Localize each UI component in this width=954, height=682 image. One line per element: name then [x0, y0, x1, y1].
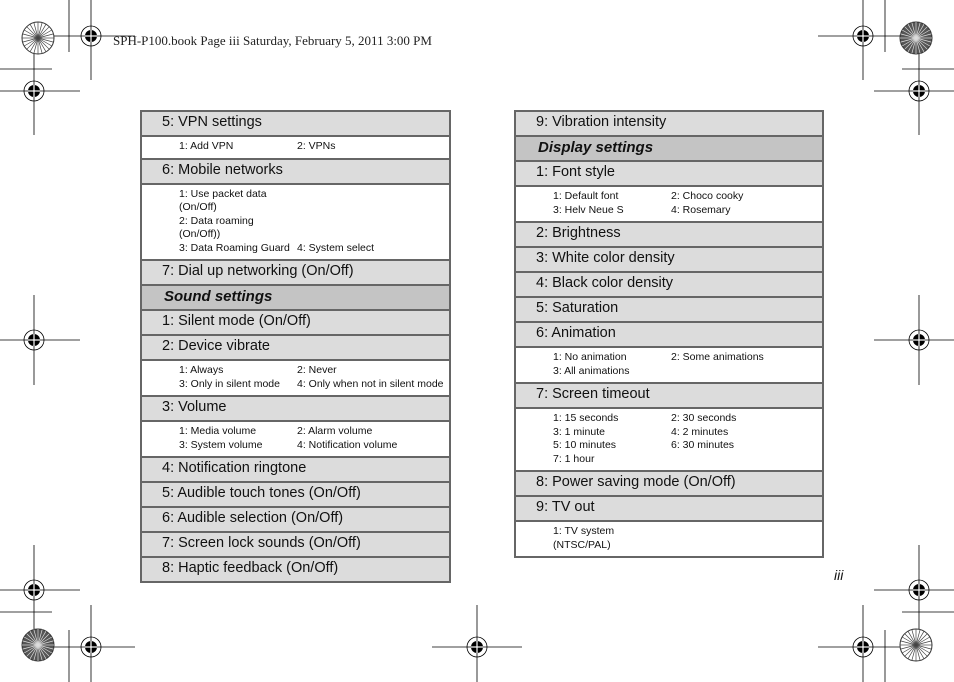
menu-item-title: 6: Mobile networks: [142, 160, 449, 185]
menu-item-title: 5: Audible touch tones (On/Off): [142, 483, 449, 508]
menu-item-title: 6: Audible selection (On/Off): [142, 508, 449, 533]
submenu-option: 3: Helv Neue S: [553, 203, 624, 216]
submenu-option: 1: TV system (NTSC/PAL): [553, 525, 615, 551]
submenu-option: 3: System volume: [179, 438, 263, 451]
submenu-option: 4: System select: [297, 241, 375, 254]
submenu-options: [516, 187, 822, 223]
menu-item-title: 4: Notification ringtone: [142, 458, 449, 483]
submenu-option: 5: 10 minutes: [553, 439, 617, 451]
submenu-option: 1: Default font: [553, 190, 619, 202]
settings-table-left: [140, 110, 451, 583]
submenu-options: [142, 422, 449, 458]
menu-item-title: 5: Saturation: [516, 298, 822, 323]
menu-item-title: 9: TV out: [516, 497, 822, 522]
submenu-option: 2: VPNs: [297, 140, 336, 152]
submenu-option: [297, 215, 449, 242]
settings-table-right: [514, 110, 824, 558]
submenu-options: [516, 409, 822, 472]
submenu-option: 4: Notification volume: [297, 438, 398, 451]
submenu-option: [297, 188, 449, 215]
submenu-option: 2: Alarm volume: [297, 425, 373, 437]
menu-item-title: 8: Power saving mode (On/Off): [516, 472, 822, 497]
submenu-option: 1: 15 seconds: [553, 412, 619, 424]
submenu-option: [671, 453, 822, 467]
submenu-options: [142, 137, 449, 160]
submenu-option: 2: 30 seconds: [671, 412, 737, 424]
submenu-option: 7: 1 hour: [553, 452, 595, 465]
menu-item-title: 5: VPN settings: [142, 112, 449, 137]
submenu-option: [671, 525, 822, 552]
menu-item-title: 6: Animation: [516, 323, 822, 348]
menu-item-title: 7: Screen timeout: [516, 384, 822, 409]
menu-item-title: 7: Screen lock sounds (On/Off): [142, 533, 449, 558]
section-heading: Sound settings: [142, 286, 449, 311]
submenu-option: 6: 30 minutes: [671, 439, 735, 451]
menu-item-title: 4: Black color density: [516, 273, 822, 298]
menu-item-title: 2: Brightness: [516, 223, 822, 248]
submenu-option: 2: Data roaming (On/Off)): [179, 214, 254, 240]
submenu-option: 3: 1 minute: [553, 425, 605, 438]
menu-item-title: 8: Haptic feedback (On/Off): [142, 558, 449, 583]
submenu-options: [516, 348, 822, 384]
submenu-options: [142, 361, 449, 397]
submenu-option: 2: Some animations: [671, 351, 764, 363]
submenu-option: 3: Data Roaming Guard: [179, 241, 290, 254]
submenu-option: 1: No animation: [553, 351, 627, 363]
submenu-option: [671, 365, 822, 379]
menu-item-title: 7: Dial up networking (On/Off): [142, 261, 449, 286]
submenu-option: 4: Only when not in silent mode: [297, 377, 444, 390]
submenu-option: 2: Choco cooky: [671, 190, 744, 202]
menu-item-title: 2: Device vibrate: [142, 336, 449, 361]
menu-item-title: 3: Volume: [142, 397, 449, 422]
submenu-option: 1: Add VPN: [179, 140, 234, 152]
submenu-option: 1: Use packet data (On/Off): [179, 187, 267, 213]
submenu-option: 1: Always: [179, 364, 224, 376]
submenu-options: [516, 522, 822, 558]
print-header: SPH-P100.book Page iii Saturday, February 5, 2011 3:00 PM: [113, 33, 432, 48]
page-number: iii: [834, 567, 844, 583]
menu-item-title: 1: Font style: [516, 162, 822, 187]
submenu-option: 3: Only in silent mode: [179, 377, 280, 390]
menu-item-title: 3: White color density: [516, 248, 822, 273]
submenu-option: 1: Media volume: [179, 425, 257, 437]
submenu-option: 2: Never: [297, 364, 337, 376]
menu-item-title: 1: Silent mode (On/Off): [142, 311, 449, 336]
menu-item-title: 9: Vibration intensity: [516, 112, 822, 137]
submenu-option: 3: All animations: [553, 364, 630, 377]
submenu-option: 4: Rosemary: [671, 203, 731, 216]
submenu-option: 4: 2 minutes: [671, 425, 729, 438]
submenu-options: [142, 185, 449, 262]
section-heading: Display settings: [516, 137, 822, 162]
